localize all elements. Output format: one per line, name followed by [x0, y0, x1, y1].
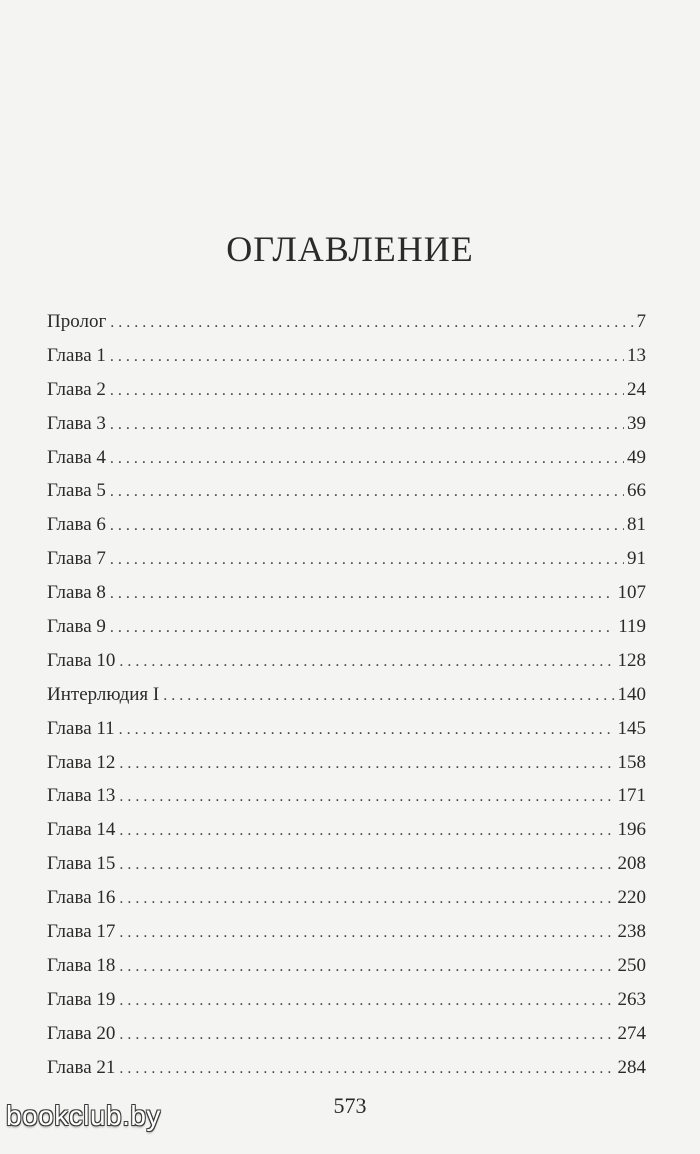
toc-dot-leader: [119, 713, 615, 747]
toc-entry-page: 81: [627, 514, 646, 536]
toc-entry: [47, 881, 646, 915]
toc-entry-label: Глава 3: [47, 412, 106, 434]
toc-dot-leader: [110, 306, 633, 340]
page-number: 573: [333, 1093, 367, 1118]
toc-entry-label: Глава 13: [47, 785, 116, 807]
toc-entry: [47, 576, 646, 610]
toc-dot-leader: [119, 916, 614, 950]
toc-entry: [47, 542, 646, 576]
toc-entry: [47, 678, 646, 712]
toc-entry-label: Интерлюдия I: [47, 683, 160, 705]
toc-entry: [47, 441, 646, 475]
toc-entry: [47, 983, 646, 1017]
toc-entry-label: Глава 5: [47, 480, 106, 502]
toc-entry: [47, 779, 646, 813]
toc-entry: [47, 339, 646, 373]
toc-entry-page: 119: [618, 616, 646, 638]
toc-dot-leader: [110, 408, 624, 442]
toc-entry-page: 145: [617, 717, 646, 739]
toc-entry-page: 128: [617, 649, 646, 671]
toc-entry: [47, 813, 646, 847]
toc-entry-label: Глава 1: [47, 344, 106, 366]
toc-dot-leader: [119, 814, 614, 848]
toc-entry-label: Глава 14: [47, 819, 116, 841]
toc-entry-page: 220: [617, 887, 646, 909]
toc-entry-label: Глава 4: [47, 446, 106, 468]
toc-entry: [47, 508, 646, 542]
toc-entry-page: 263: [617, 988, 646, 1010]
toc-entry-label: Глава 21: [47, 1056, 116, 1078]
toc-entry-label: Пролог: [47, 311, 107, 332]
toc-entry-label: Глава 12: [47, 751, 116, 773]
toc-entry-label: Глава 11: [47, 717, 115, 739]
toc-entry-label: Глава 10: [47, 649, 116, 671]
toc-dot-leader: [119, 645, 614, 679]
toc-entry-label: Глава 20: [47, 1022, 116, 1044]
watermark-text: bookclub.by: [6, 1100, 161, 1131]
toc-entry-page: 140: [617, 683, 646, 705]
toc-entry-page: 107: [617, 582, 646, 604]
toc-dot-leader: [110, 442, 624, 476]
toc-entry-page: 49: [627, 446, 646, 468]
toc-entry-page: 7: [636, 311, 646, 332]
toc-dot-leader: [110, 475, 624, 509]
toc-dot-leader: [119, 747, 614, 781]
toc-entry-page: 284: [617, 1056, 646, 1078]
toc-entry: [47, 610, 646, 644]
toc-entry-label: Глава 15: [47, 853, 116, 875]
toc-entry-page: 13: [627, 344, 646, 366]
toc-entry-label: Глава 17: [47, 921, 116, 943]
toc-entry: [47, 1051, 646, 1085]
toc-entry-page: 238: [617, 921, 646, 943]
toc-entry-page: 208: [617, 853, 646, 875]
toc-entry-page: 24: [627, 378, 646, 400]
toc-entry-page: 196: [617, 819, 646, 841]
toc-dot-leader: [110, 611, 615, 645]
toc-entry: [47, 644, 646, 678]
toc-entry: [47, 746, 646, 780]
toc-entry: [47, 712, 646, 746]
toc-title: ОГЛАВЛЕНИЕ: [226, 229, 474, 269]
toc-dot-leader: [119, 984, 614, 1018]
toc-dot-leader: [119, 780, 614, 814]
toc-entry-page: 91: [627, 548, 646, 570]
toc-entry-page: 158: [617, 751, 646, 773]
toc-entry: [47, 847, 646, 881]
toc-entry-page: 39: [627, 412, 646, 434]
toc-entry: [47, 407, 646, 441]
toc-dot-leader: [119, 1018, 614, 1052]
toc-dot-leader: [119, 882, 614, 916]
toc-dot-leader: [110, 543, 624, 577]
toc-entry-page: 274: [617, 1022, 646, 1044]
toc-entry-page: 66: [627, 480, 646, 502]
toc-dot-leader: [110, 340, 624, 374]
toc-dot-leader: [119, 1052, 614, 1086]
toc-entry-label: Глава 6: [47, 514, 106, 536]
toc-list: [47, 305, 646, 1084]
toc-entry-label: Глава 9: [47, 616, 106, 638]
toc-dot-leader: [110, 509, 624, 543]
toc-entry: [47, 915, 646, 949]
toc-dot-leader: [163, 679, 614, 713]
toc-entry-label: Глава 8: [47, 582, 106, 604]
toc-entry: [47, 373, 646, 407]
toc-dot-leader: [110, 374, 624, 408]
toc-entry-label: Глава 16: [47, 887, 116, 909]
toc-entry-label: Глава 18: [47, 954, 116, 976]
toc-dot-leader: [119, 950, 614, 984]
toc-entry-page: 171: [617, 785, 646, 807]
toc-entry: [47, 1017, 646, 1051]
toc-entry: [47, 305, 646, 339]
toc-dot-leader: [110, 577, 615, 611]
toc-entry-page: 250: [617, 954, 646, 976]
toc-entry-label: Глава 7: [47, 548, 106, 570]
toc-dot-leader: [119, 848, 614, 882]
toc-entry-label: Глава 19: [47, 988, 116, 1010]
toc-entry-label: Глава 2: [47, 378, 106, 400]
toc-entry: [47, 474, 646, 508]
toc-entry: [47, 949, 646, 983]
